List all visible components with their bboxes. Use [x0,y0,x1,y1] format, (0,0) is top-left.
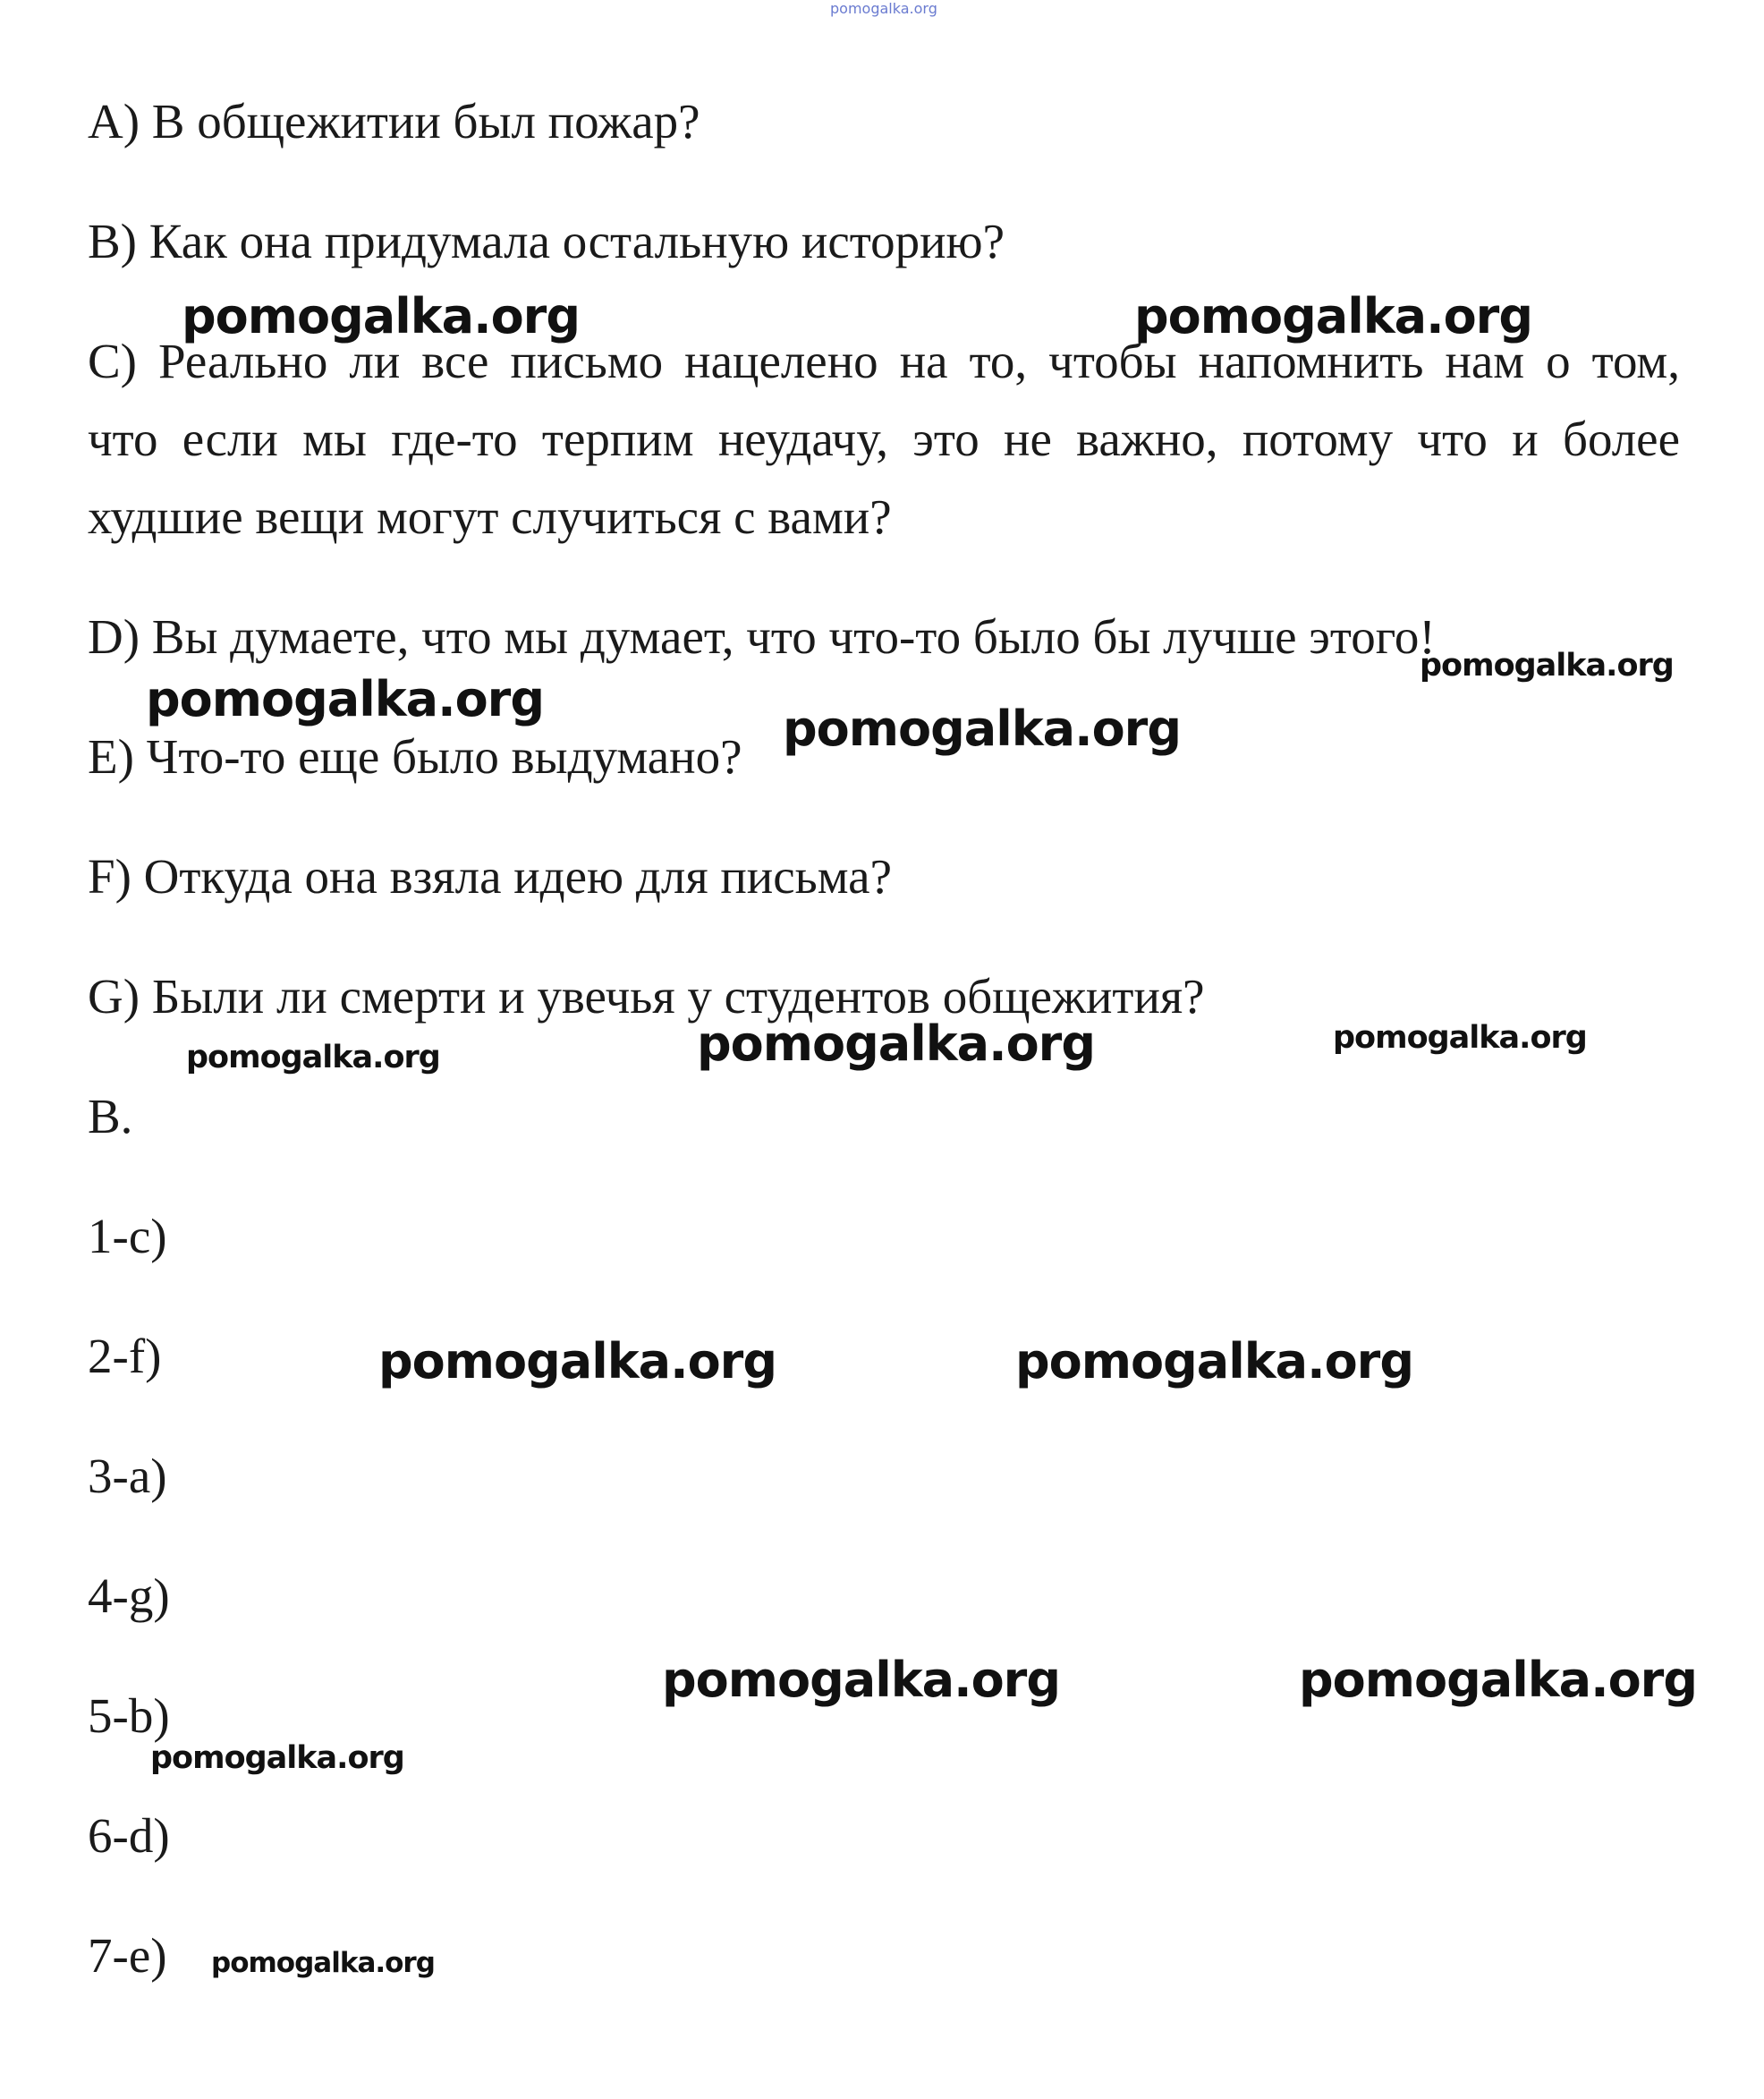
question-a: A) В общежитии был пожар? [88,94,700,149]
watermark: pomogalka.org [1420,648,1674,684]
question-d: D) Вы думаете, что мы думает, что что-то было бы лучше этого! [88,609,1436,664]
watermark: pomogalka.org [182,288,580,344]
watermark: pomogalka.org [146,671,544,727]
watermark: pomogalka.org [662,1652,1060,1708]
watermark: pomogalka.org [378,1333,776,1389]
question-c-line-3: худшие вещи могут случиться с вами? [88,489,892,544]
watermark: pomogalka.org [186,1040,440,1075]
watermark: pomogalka.org [783,701,1181,757]
watermark: pomogalka.org [1333,1020,1587,1056]
watermark: pomogalka.org [1015,1333,1413,1389]
question-f: F) Откуда она взяла идею для письма? [88,849,892,904]
answer-2: 2-f) [88,1329,162,1383]
answer-1: 1-c) [88,1209,167,1263]
question-c-line-2: что если мы где-то терпим неудачу, это не важно, потому что и более [88,412,1680,466]
question-g: G) Были ли смерти и увечья у студентов общежития? [88,969,1205,1024]
answer-4: 4-g) [88,1568,170,1623]
section-b-heading: B. [88,1089,133,1143]
answer-7: 7-e) [88,1928,167,1983]
watermark: pomogalka.org [211,1947,435,1979]
watermark: pomogalka.org [150,1740,404,1776]
watermark: pomogalka.org [1134,288,1532,344]
question-e: E) Что-то еще было выдумано? [88,729,742,784]
question-c [88,322,1680,556]
watermark: pomogalka.org [697,1016,1095,1072]
answer-3: 3-a) [88,1449,167,1503]
question-c-line-1: C) Реально ли все письмо нацелено на то, чтобы напомнить нам о том, [88,334,1680,388]
answer-5: 5-b) [88,1688,170,1743]
answer-6: 6-d) [88,1808,170,1863]
watermark: pomogalka.org [1299,1652,1697,1708]
question-b: B) Как она придумала остальную историю? [88,214,1005,268]
header-site-tag: pomogalka.org [830,0,937,17]
